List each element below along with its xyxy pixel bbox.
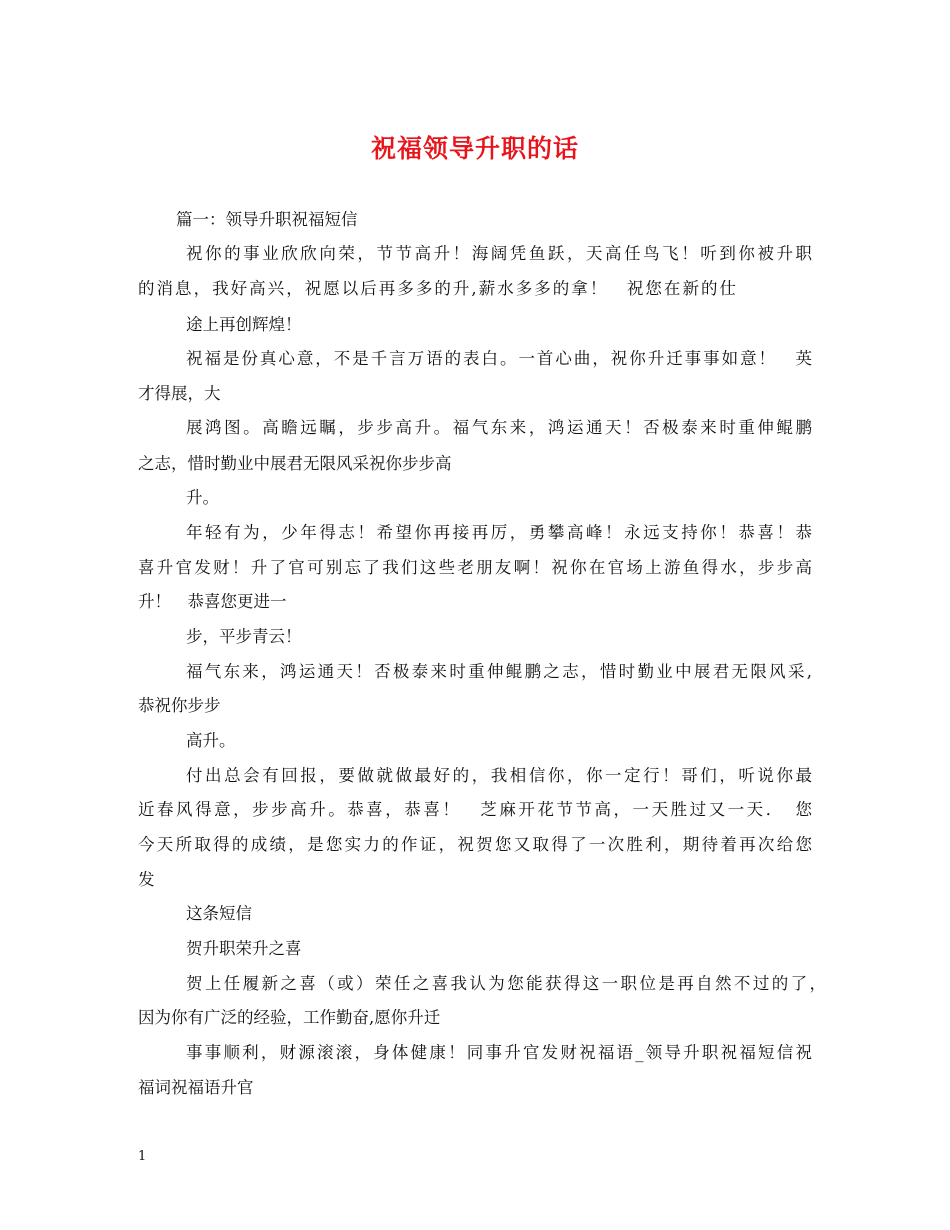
paragraph-line: 福气东来，鸿运通天！否极泰来时重伸鲲鹏之志，惜时勤业中展君无限风采, [186,662,812,681]
paragraph-line: 展鸿图。高瞻远瞩，步步高升。福气东来，鸿运通天！否极泰来时重伸鲲鹏 [186,418,812,437]
paragraph-line: 年轻有为，少年得志！希望你再接再厉，勇攀高峰！永远支持你！恭喜！恭 [186,523,812,542]
document-title: 祝福领导升职的话 [370,134,579,163]
paragraph-line: 喜升官发财！升了官可别忘了我们这些老朋友啊！祝你在官场上游鱼得水，步步高 [138,558,812,577]
paragraph-line: 祝福是份真心意，不是千言万语的表白。一首心曲，祝你升迁事事如意！ 英 [186,349,812,368]
paragraph-line: 因为你有广泛的经验，工作勤奋,愿你升迁 [138,1008,441,1027]
paragraph-line: 高升。 [186,731,236,750]
paragraph-line: 今天所取得的成绩，是您实力的作证，祝贺您又取得了一次胜利，期待着再次给您 [138,835,812,854]
paragraph-line: 升！ 恭喜您更进一 [138,592,287,611]
paragraph-line: 恭祝你步步 [138,696,221,715]
paragraph-line: 这条短信 [186,904,252,923]
paragraph-line: 贺上任履新之喜（或）荣任之喜我认为您能获得这一职位是再自然不过的了， [186,974,826,993]
section-heading: 篇一：领导升职祝福短信 [176,210,358,229]
paragraph-line: 福词祝福语升官 [138,1078,254,1097]
page-number: 1 [138,1149,147,1164]
paragraph-line: 事事顺利，财源滚滚，身体健康！同事升官发财祝福语_领导升职祝福短信祝 [186,1043,812,1062]
paragraph-line: 近春风得意，步步高升。恭喜，恭喜！ 芝麻开花节节高，一天胜过又一天． 您 [138,800,812,819]
paragraph-line: 付出总会有回报，要做就做最好的，我相信你，你一定行！哥们，听说你最 [186,766,812,785]
paragraph-line: 才得展，大 [138,384,221,403]
paragraph-line: 步，平步青云！ [186,627,302,646]
paragraph-line: 祝你的事业欣欣向荣，节节高升！海阔凭鱼跃，天高任鸟飞！听到你被升职 [186,244,812,263]
paragraph-line: 之志，惜时勤业中展君无限风采祝你步步高 [138,454,452,473]
paragraph-line: 途上再创辉煌！ [186,315,302,334]
paragraph-line: 的消息，我好高兴，祝愿以后再多多的升,薪水多多的拿！ 祝您在新的仕 [138,279,736,298]
subheading-line: 贺升职荣升之喜 [186,939,302,958]
paragraph-line: 发 [138,870,155,889]
paragraph-line: 升。 [186,488,219,507]
